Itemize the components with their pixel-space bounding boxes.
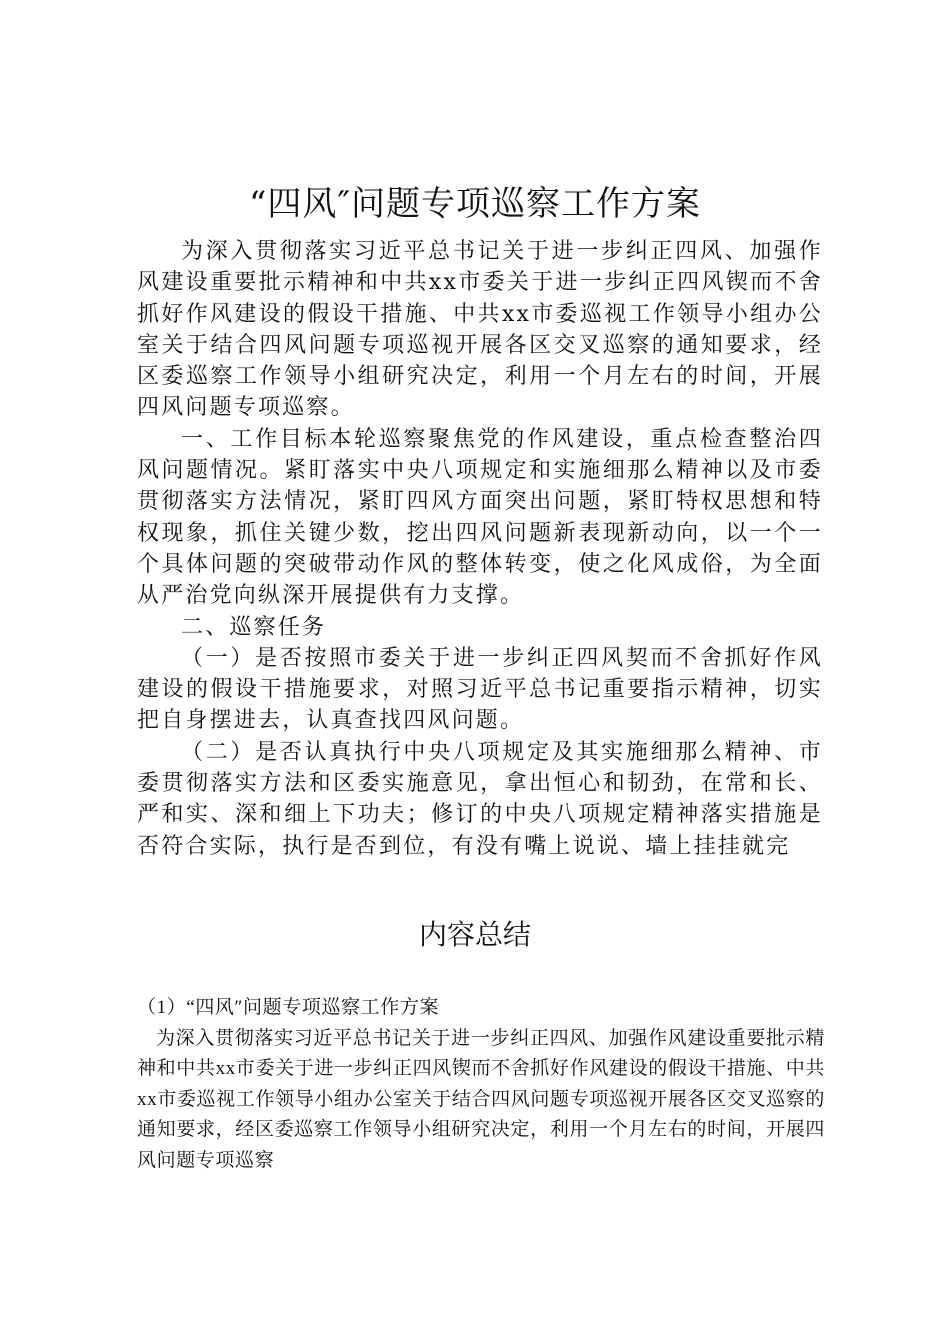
document-title: “四风″问题专项巡察工作方案	[248, 184, 702, 224]
paragraph-task-one: （一）是否按照市委关于进一步纠正四风契而不舍抓好作风建设的假设干措施要求，对照习近平总书记重要指示精神，切实把自身摆进去，认真查找四风问题。	[137, 645, 823, 734]
paragraph-work-goal: 一、工作目标本轮巡察聚焦党的作风建设，重点检查整治四风问题情况。紧盯落实中央八项规定和实施细那么精神以及市委贯彻落实方法情况，紧盯四风方面突出问题，紧盯特权思想和特权现象，抓住关键少数，挖出四风问题新表现新动向，以一个一个具体问题的突破带动作风的整体转变，使之化风成俗，为全面从严治党向纵深开展提供有力支撑。	[137, 426, 823, 609]
summary-item-body: 为深入贯彻落实习近平总书记关于进一步纠正四风、加强作风建设重要批示精神和中共xx市委关于进一步纠正四风锲而不舍抓好作风建设的假设干措施、中共xx市委巡视工作领导小组办公室关于结合四风问题专项巡视开展各区交叉巡察的通知要求，经区委巡察工作领导小组研究决定，利用一个月左右的时间，开展四风问题专项巡察	[137, 1027, 825, 1171]
summary-item-title: （1）“四风″问题专项巡察工作方案	[137, 997, 440, 1018]
document-body	[137, 236, 823, 862]
summary-heading: 内容总结	[418, 918, 531, 951]
summary-section	[137, 993, 825, 1177]
section-heading-tasks: 二、巡察任务	[181, 614, 327, 640]
paragraph-task-two: （二）是否认真执行中央八项规定及其实施细那么精神、市委贯彻落实方法和区委实施意见，拿出恒心和韧劲，在常和长、严和实、深和细上下功夫；修订的中央八项规定精神落实措施是否符合实际，执行是否到位，有没有嘴上说说、墙上挂挂就完	[137, 739, 823, 859]
paragraph-intro: 为深入贯彻落实习近平总书记关于进一步纠正四风、加强作风建设重要批示精神和中共xx市委关于进一步纠正四风锲而不舍抓好作风建设的假设干措施、中共xx市委巡视工作领导小组办公室关于结合四风问题专项巡视开展各区交叉巡察的通知要求，经区委巡察工作领导小组研究决定，利用一个月左右的时间，开展四风问题专项巡察。	[137, 239, 823, 421]
